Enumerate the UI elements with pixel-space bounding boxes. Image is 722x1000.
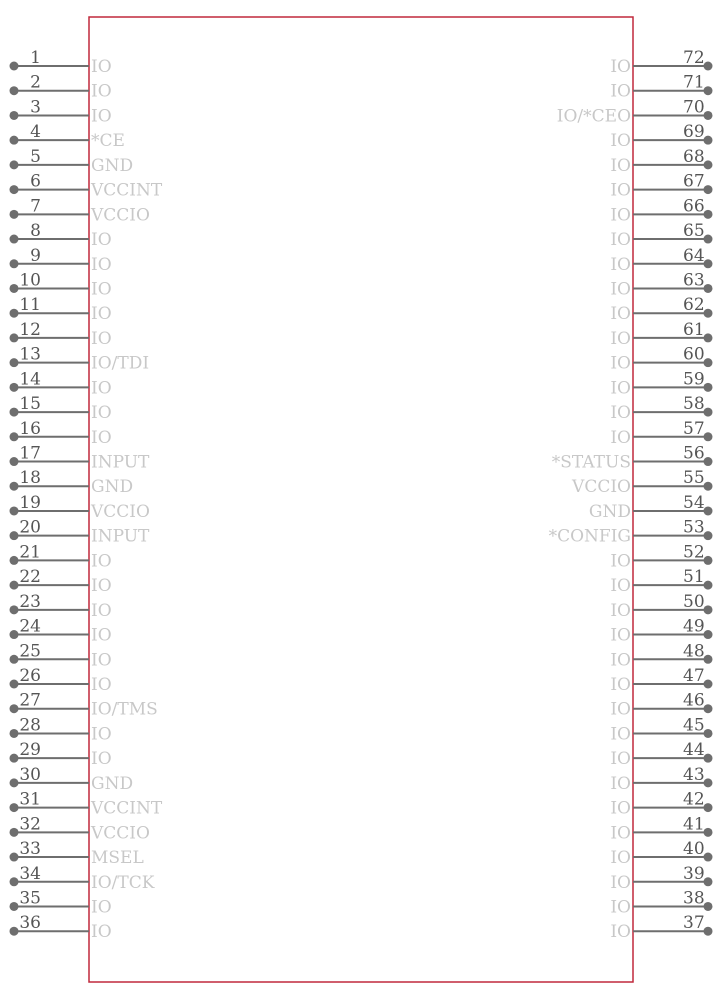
- pin-name: VCCIO: [91, 501, 150, 522]
- pin-terminal-dot: [704, 432, 713, 441]
- pin-terminal-dot: [10, 853, 19, 862]
- pin-number: 12: [19, 319, 41, 340]
- pin-terminal-dot: [704, 185, 713, 194]
- pin-terminal-dot: [10, 506, 19, 515]
- pin-number: 7: [30, 196, 41, 217]
- pin-terminal-dot: [704, 259, 713, 268]
- pin-name: IO/*CEO: [556, 106, 631, 127]
- pin-number: 69: [683, 122, 705, 143]
- pin-number: 65: [683, 221, 705, 242]
- pin-name: MSEL: [91, 848, 144, 869]
- pin-name: IO: [91, 378, 112, 399]
- pin-3: [10, 97, 112, 126]
- pin-name: IO: [91, 675, 112, 695]
- pin-number: 23: [19, 591, 41, 612]
- pin-terminal-dot: [10, 432, 19, 441]
- pin-terminal-dot: [704, 482, 713, 491]
- pin-terminal-dot: [10, 630, 19, 639]
- pin-terminal-dot: [10, 655, 19, 664]
- pin-name: IO: [610, 81, 631, 102]
- pin-number: 42: [683, 789, 705, 810]
- pin-terminal-dot: [10, 259, 19, 268]
- pin-name: GND: [588, 501, 631, 522]
- pin-name: IO: [610, 180, 631, 201]
- pin-name: IO: [91, 650, 112, 671]
- pin-terminal-dot: [10, 284, 19, 293]
- pin-terminal-dot: [704, 655, 713, 664]
- pin-terminal-dot: [10, 210, 19, 219]
- pin-number: 45: [683, 715, 705, 736]
- pin-terminal-dot: [10, 235, 19, 244]
- pin-2: [10, 73, 112, 102]
- pin-number: 19: [19, 492, 41, 513]
- pin-terminal-dot: [704, 605, 713, 614]
- pin-1: [10, 48, 112, 77]
- pin-name: IO: [91, 254, 112, 275]
- pin-name: IO: [610, 378, 631, 399]
- pin-number: 22: [19, 567, 41, 588]
- pin-number: 60: [683, 344, 705, 365]
- pin-number: 27: [19, 690, 41, 711]
- pin-number: 49: [683, 616, 705, 637]
- pin-name: GND: [91, 155, 134, 176]
- pin-number: 31: [19, 789, 41, 810]
- pin-name: IO: [610, 848, 631, 869]
- pin-name: IO/TCK: [91, 872, 155, 893]
- pin-number: 46: [683, 690, 705, 711]
- pin-name: IO: [610, 922, 631, 943]
- pin-name: IO: [610, 773, 631, 794]
- pin-number: 66: [683, 196, 705, 217]
- pin-terminal-dot: [704, 383, 713, 392]
- pin-terminal-dot: [704, 111, 713, 120]
- pin-terminal-dot: [10, 185, 19, 194]
- pin-terminal-dot: [704, 877, 713, 886]
- pin-number: 29: [19, 740, 41, 761]
- pin-terminal-dot: [10, 86, 19, 95]
- pin-name: *STATUS: [551, 452, 631, 473]
- pin-name: IO: [610, 427, 631, 448]
- pin-name: IO: [610, 403, 631, 424]
- pin-name: IO: [610, 353, 631, 374]
- pin-name: IO: [91, 600, 112, 621]
- pin-terminal-dot: [704, 556, 713, 565]
- pin-terminal-dot: [10, 457, 19, 466]
- pin-name: GND: [91, 477, 134, 498]
- pin-terminal-dot: [10, 62, 19, 71]
- pin-terminal-dot: [704, 457, 713, 466]
- pin-terminal-dot: [10, 408, 19, 417]
- pin-name: IO: [610, 897, 631, 918]
- pin-name: IO: [610, 131, 631, 152]
- pin-number: 17: [19, 443, 41, 464]
- pin-number: 28: [19, 715, 41, 736]
- pin-name: IO: [91, 57, 112, 77]
- pin-number: 62: [683, 295, 705, 316]
- pin-name: GND: [91, 773, 134, 794]
- pin-terminal-dot: [10, 828, 19, 837]
- pin-terminal-dot: [10, 803, 19, 812]
- pin-terminal-dot: [10, 704, 19, 713]
- pin-terminal-dot: [704, 506, 713, 515]
- pin-name: IO/TMS: [91, 699, 158, 720]
- pin-number: 68: [683, 146, 705, 167]
- pin-number: 20: [19, 517, 41, 538]
- component-body-outline: [89, 17, 633, 982]
- pin-terminal-dot: [10, 877, 19, 886]
- pin-name: IO: [91, 106, 112, 127]
- pin-name: IO: [91, 230, 112, 251]
- pin-name: IO: [610, 798, 631, 819]
- pin-name: IO: [610, 304, 631, 325]
- pin-number: 37: [683, 913, 705, 934]
- pin-number: 52: [683, 542, 705, 563]
- pin-name: IO: [610, 205, 631, 226]
- pin-number: 34: [19, 863, 41, 884]
- pin-number: 4: [30, 122, 41, 143]
- pin-terminal-dot: [704, 902, 713, 911]
- pin-terminal-dot: [10, 605, 19, 614]
- pin-number: 13: [19, 344, 41, 365]
- pin-terminal-dot: [10, 581, 19, 590]
- pin-name: VCCIO: [91, 205, 150, 226]
- pin-terminal-dot: [704, 729, 713, 738]
- pin-terminal-dot: [704, 704, 713, 713]
- pin-number: 26: [19, 666, 41, 686]
- pin-name: IO: [91, 625, 112, 646]
- pin-terminal-dot: [704, 235, 713, 244]
- pin-terminal-dot: [704, 754, 713, 763]
- pin-number: 38: [683, 888, 705, 909]
- pin-name: IO: [91, 897, 112, 918]
- pin-terminal-dot: [10, 902, 19, 911]
- pin-number: 63: [683, 270, 705, 291]
- pin-name: IO: [610, 872, 631, 893]
- pin-number: 5: [30, 146, 41, 167]
- pin-number: 32: [19, 814, 41, 835]
- pin-name: IO: [91, 724, 112, 745]
- pin-terminal-dot: [704, 828, 713, 837]
- pin-terminal-dot: [704, 853, 713, 862]
- pin-name: VCCIO: [572, 477, 631, 498]
- pin-number: 41: [683, 814, 705, 835]
- pin-name: IO: [610, 749, 631, 770]
- pin-number: 25: [19, 641, 41, 662]
- pin-number: 70: [683, 97, 705, 118]
- pin-name: IO: [610, 625, 631, 646]
- pin-terminal-dot: [704, 408, 713, 417]
- pin-terminal-dot: [704, 581, 713, 590]
- pin-number: 21: [19, 542, 41, 563]
- pin-terminal-dot: [704, 927, 713, 936]
- pin-name: IO: [610, 675, 631, 695]
- pin-terminal-dot: [704, 680, 713, 689]
- pin-5: [10, 147, 134, 176]
- pin-number: 24: [19, 616, 41, 637]
- pin-name: IO/TDI: [91, 353, 150, 374]
- pin-name: VCCIO: [91, 823, 150, 844]
- pin-number: 57: [683, 418, 705, 439]
- pin-name: IO: [91, 576, 112, 597]
- pin-terminal-dot: [704, 136, 713, 145]
- pin-terminal-dot: [10, 111, 19, 120]
- pin-number: 10: [19, 270, 41, 291]
- pin-name: *CONFIG: [548, 526, 631, 547]
- pin-terminal-dot: [10, 754, 19, 763]
- pin-terminal-dot: [704, 333, 713, 342]
- pin-4: [10, 122, 125, 151]
- pin-terminal-dot: [10, 136, 19, 145]
- pin-terminal-dot: [704, 630, 713, 639]
- pin-terminal-dot: [704, 86, 713, 95]
- pin-number: 11: [19, 295, 41, 316]
- pin-name: IO: [91, 403, 112, 424]
- pin-name: *CE: [91, 131, 125, 152]
- pin-terminal-dot: [10, 309, 19, 318]
- pin-number: 55: [683, 468, 705, 489]
- pin-name: IO: [91, 749, 112, 770]
- pin-8: [10, 221, 112, 250]
- pin-number: 2: [30, 72, 41, 93]
- pin-terminal-dot: [10, 160, 19, 169]
- pin-terminal-dot: [704, 803, 713, 812]
- pin-number: 43: [683, 764, 705, 785]
- pin-terminal-dot: [704, 778, 713, 787]
- pin-number: 54: [683, 492, 705, 513]
- pin-name: VCCINT: [91, 180, 163, 201]
- pin-number: 58: [683, 394, 705, 415]
- pin-number: 71: [683, 72, 705, 93]
- pin-name: IO: [610, 155, 631, 176]
- pin-number: 72: [683, 48, 705, 68]
- pin-number: 61: [683, 319, 705, 340]
- pin-number: 48: [683, 641, 705, 662]
- pin-name: IO: [91, 328, 112, 349]
- pin-terminal-dot: [10, 531, 19, 540]
- pin-number: 1: [30, 48, 41, 68]
- pin-number: 47: [683, 666, 705, 686]
- pin-terminal-dot: [10, 358, 19, 367]
- pin-number: 33: [19, 839, 41, 860]
- pin-terminal-dot: [704, 531, 713, 540]
- pin-number: 51: [683, 567, 705, 588]
- pin-number: 30: [19, 764, 41, 785]
- pin-name: IO: [91, 427, 112, 448]
- left-pin-group: [10, 48, 163, 942]
- pin-number: 64: [683, 245, 705, 266]
- pin-terminal-dot: [10, 680, 19, 689]
- pin-number: 16: [19, 418, 41, 439]
- pin-name: IO: [610, 823, 631, 844]
- pin-terminal-dot: [10, 383, 19, 392]
- pin-name: IO: [91, 551, 112, 572]
- pin-name: VCCINT: [91, 798, 163, 819]
- pin-terminal-dot: [10, 333, 19, 342]
- pin-name: INPUT: [91, 526, 150, 547]
- pin-name: IO: [91, 279, 112, 300]
- pin-terminal-dot: [704, 210, 713, 219]
- right-pin-group: [549, 48, 713, 942]
- pin-number: 56: [683, 443, 705, 464]
- pin-name: IO: [610, 551, 631, 572]
- pin-number: 36: [19, 913, 41, 934]
- pin-number: 39: [683, 863, 705, 884]
- pin-name: IO: [91, 81, 112, 102]
- pin-terminal-dot: [704, 358, 713, 367]
- pin-number: 15: [19, 394, 41, 415]
- pin-number: 59: [683, 369, 705, 390]
- pin-name: IO: [610, 650, 631, 671]
- pin-name: IO: [610, 600, 631, 621]
- pin-number: 53: [683, 517, 705, 538]
- pin-terminal-dot: [704, 160, 713, 169]
- pin-name: IO: [610, 576, 631, 597]
- pin-name: IO: [610, 230, 631, 251]
- pin-terminal-dot: [10, 556, 19, 565]
- pin-number: 40: [683, 839, 705, 860]
- pin-number: 35: [19, 888, 41, 909]
- pin-terminal-dot: [10, 482, 19, 491]
- pin-terminal-dot: [704, 284, 713, 293]
- pin-number: 67: [683, 171, 705, 192]
- pin-name: IO: [610, 57, 631, 77]
- pin-number: 44: [683, 740, 705, 761]
- pin-number: 9: [30, 245, 41, 266]
- pin-37: [610, 913, 712, 942]
- pin-36: [10, 913, 112, 942]
- pin-number: 18: [19, 468, 41, 489]
- pin-number: 8: [30, 221, 41, 242]
- pin-terminal-dot: [10, 927, 19, 936]
- pin-terminal-dot: [704, 62, 713, 71]
- pin-terminal-dot: [704, 309, 713, 318]
- pin-terminal-dot: [10, 729, 19, 738]
- pin-name: IO: [610, 699, 631, 720]
- pin-number: 6: [30, 171, 41, 192]
- pin-name: IO: [610, 254, 631, 275]
- pin-number: 50: [683, 591, 705, 612]
- pin-terminal-dot: [10, 778, 19, 787]
- pin-name: IO: [610, 279, 631, 300]
- pin-number: 3: [30, 97, 41, 118]
- pin-name: IO: [610, 724, 631, 745]
- pin-name: IO: [610, 328, 631, 349]
- pin-name: INPUT: [91, 452, 150, 473]
- pin-number: 14: [19, 369, 41, 390]
- pin-name: IO: [91, 304, 112, 325]
- pin-name: IO: [91, 922, 112, 943]
